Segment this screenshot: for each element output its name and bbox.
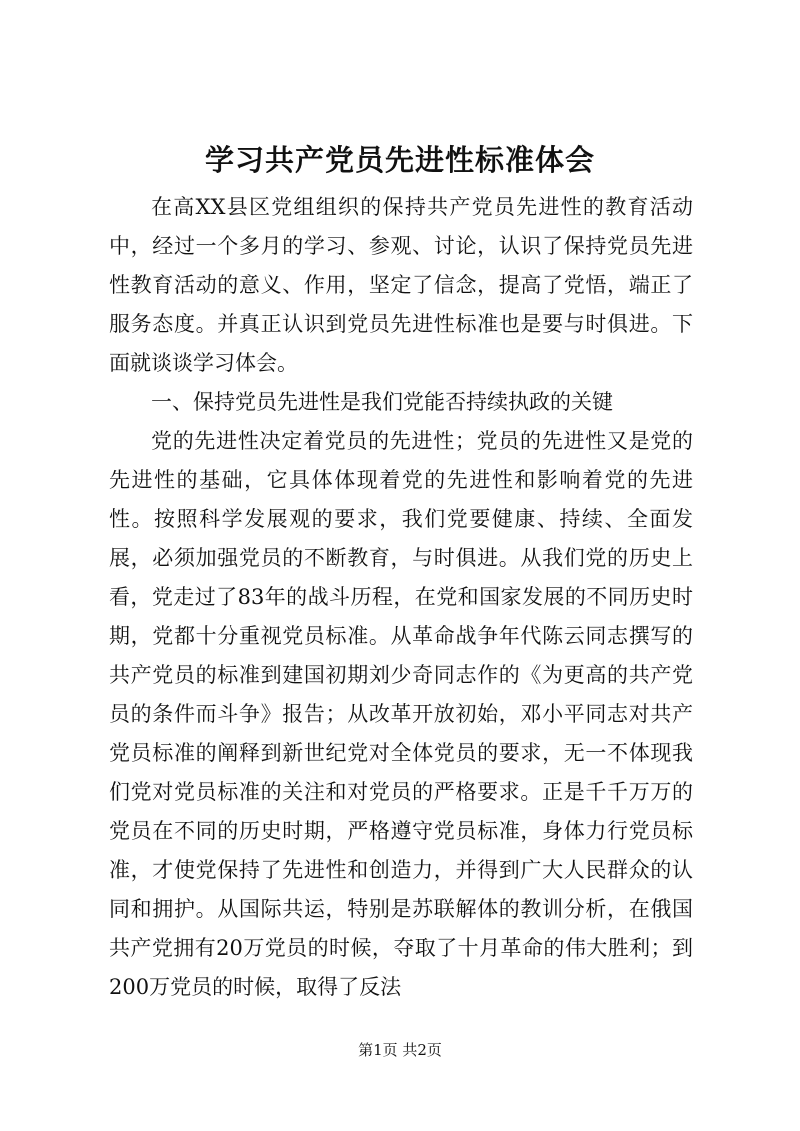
- body-paragraph: 党的先进性决定着党员的先进性；党员的先进性又是党的先进性的基础，它具体体现着党的先进性和影响着党的先进性。按照科学发展观的要求，我们党要健康、持续、全面发展，必须加强党员的不断教育，与时俱进。从我们党的历史上看，党走过了83年的战斗历程，在党和国家发展的不同历史时期，党都十分重视党员标准。从革命战争年代陈云同志撰写的共产党员的标准到建国初期刘少奇同志作的《为更高的共产党员的条件而斗争》报告；从改革开放初始，邓小平同志对共产党员标准的阐释到新世纪党对全体党员的要求，无一不体现我们党对党员标准的关注和对党员的严格要求。正是千千万万的党员在不同的历史时期，严格遵守党员标准，身体力行党员标准，才使党保持了先进性和创造力，并得到广大人民群众的认同和拥护。从国际共运，特别是苏联解体的教训分析，在俄国共产党拥有20万党员的时候，夺取了十月革命的伟大胜利；到200万党员的时候，取得了反法: [109, 429, 693, 999]
- page-footer: 第1页 共2页: [358, 1041, 442, 1059]
- intro-paragraph: 在高XX县区党组组织的保持共产党员先进性的教育活动中，经过一个多月的学习、参观、讨论，认识了保持党员先进性教育活动的意义、作用，坚定了信念，提高了党悟，端正了服务态度。并真正认识到党员先进性标准也是要与时俱进。下面就谈谈学习体会。: [109, 195, 693, 375]
- section-heading: 一、保持党员先进性是我们党能否持续执政的关键: [151, 390, 613, 414]
- document-title: 学习共产党员先进性标准体会: [204, 143, 595, 177]
- document-body: [109, 188, 693, 1007]
